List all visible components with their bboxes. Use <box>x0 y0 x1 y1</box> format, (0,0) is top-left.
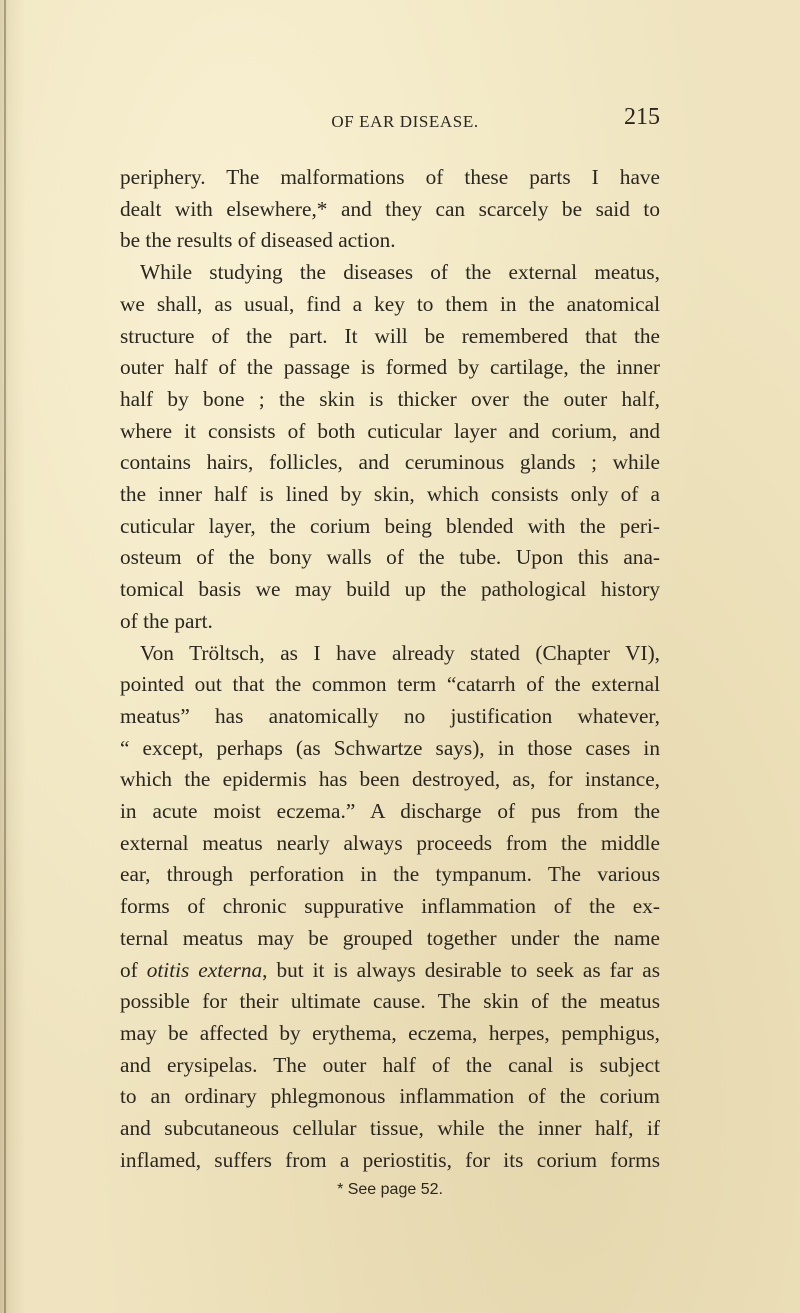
text-line: osteum of the bony walls of the tube. Upon this ana- <box>120 545 660 570</box>
text-line: where it consists of both cuticular layer and corium, and <box>120 418 660 443</box>
text-line: structure of the part. It will be remembered that the <box>120 323 660 348</box>
text-line: dealt with elsewhere,* and they can scarcely be said to <box>120 196 660 221</box>
text-line: tomical basis we may build up the pathological history <box>120 577 660 602</box>
text-line: “ except, perhaps (as Schwartze says), in those cases in <box>120 735 660 760</box>
text-line: external meatus nearly always proceeds from the middle <box>120 830 660 855</box>
text-line: inflamed, suffers from a periostitis, for its corium forms <box>120 1147 660 1172</box>
page-gutter-edge <box>4 0 6 1313</box>
text-line: possible for their ultimate cause. The skin of the meatus <box>120 989 660 1014</box>
text-line: in acute moist eczema.” A discharge of pus from the <box>120 799 660 824</box>
text-line: forms of chronic suppurative inflammation of the ex- <box>120 894 660 919</box>
text-line: we shall, as usual, find a key to them in the anatomical <box>120 291 660 316</box>
text-line: ear, through perforation in the tympanum. The various <box>120 862 660 887</box>
text-line: Von Tröltsch, as I have already stated (Chapter VI), <box>140 640 660 665</box>
book-page <box>120 100 660 1199</box>
text-line: may be affected by erythema, eczema, herpes, pemphigus, <box>120 1020 660 1045</box>
text-line: ternal meatus may be grouped together under the name <box>120 925 660 950</box>
italic-term: otitis externa <box>146 957 263 982</box>
text-line: outer half of the passage is formed by cartilage, the inner <box>120 355 660 380</box>
running-title: OF EAR DISEASE. <box>331 112 479 131</box>
page-number: 215 <box>624 104 660 130</box>
body-text <box>120 162 660 1177</box>
text-line: to an ordinary phlegmonous inflammation of the corium <box>120 1084 660 1109</box>
footnote: * See page 52. <box>337 1180 443 1198</box>
text-line: cuticular layer, the corium being blended with the peri- <box>120 513 660 538</box>
text-line: contains hairs, follicles, and ceruminous glands ; while <box>120 450 660 475</box>
text-line: the inner half is lined by skin, which consists only of a <box>120 482 660 507</box>
text-line: half by bone ; the skin is thicker over the outer half, <box>120 386 660 411</box>
text-line: pointed out that the common term “catarrh of the external <box>120 672 660 697</box>
running-head <box>120 100 660 140</box>
text-line: which the epidermis has been destroyed, as, for instance, <box>120 767 660 792</box>
text-line: and erysipelas. The outer half of the canal is subject <box>120 1052 660 1077</box>
text-line: of the part. <box>120 608 213 633</box>
text-line: meatus” has anatomically no justification whatever, <box>120 703 660 728</box>
text-line: While studying the diseases of the external meatus, <box>140 260 660 285</box>
text-line: be the results of diseased action. <box>120 228 396 253</box>
text-line: and subcutaneous cellular tissue, while the inner half, if <box>120 1116 660 1141</box>
text-line: periphery. The malformations of these parts I have <box>120 165 660 189</box>
text-line: of otitis externa, but it is always desirable to seek as far as <box>120 957 660 982</box>
